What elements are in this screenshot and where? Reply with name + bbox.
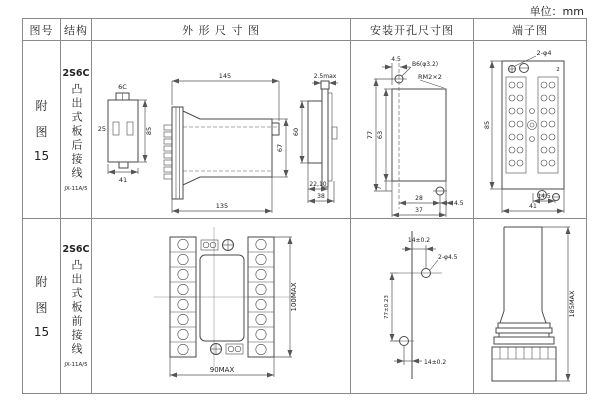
dim-label: 85: [145, 126, 153, 135]
dim-label: 67: [276, 143, 284, 152]
header-fig-no: 图号: [23, 19, 61, 41]
structure-code: 2S6C: [62, 244, 90, 255]
dim-label: 4.5: [454, 199, 464, 207]
unit-label: 单位：mm: [529, 5, 584, 18]
fig-char: 附: [35, 275, 48, 289]
dim-label: 77±0.23: [384, 295, 390, 319]
mounting-drawing-row1: [351, 41, 474, 219]
dim-label: 41: [529, 202, 537, 210]
hole-spec-label: 2-φ4: [536, 48, 552, 57]
structure-text: 凸出式板后接线: [70, 82, 83, 181]
dim-label: 22,10: [309, 180, 327, 188]
dim-label: 6C: [118, 82, 127, 91]
dim-label: 85: [483, 120, 491, 129]
dim-label: 4.5: [391, 55, 401, 63]
fig-no-row2: [23, 219, 61, 393]
outline-view-side: [164, 72, 288, 213]
mounting-view-row2: [352, 221, 472, 391]
structure-row2: [61, 219, 92, 393]
terminal-view-row1: [474, 43, 586, 217]
header-mounting: 安装开孔尺寸图: [351, 19, 474, 41]
terminal-drawing-row1: [474, 41, 586, 219]
fig-number: 15: [33, 148, 50, 163]
dim-label: 90MAX: [209, 366, 235, 374]
dim-label: 63: [376, 130, 384, 139]
dim-label: 7: [376, 185, 383, 190]
header-outline: 外 形 尺 寸 图: [92, 19, 351, 41]
structure-row1: [61, 41, 92, 219]
fig-number: 15: [33, 325, 50, 339]
structure-code: 2S6C: [62, 67, 90, 79]
dim-label: 14.5: [537, 192, 551, 200]
hole-spec-label: B6(φ3.2): [412, 60, 439, 68]
hole-spec-label: 2-φ4.5: [438, 254, 458, 261]
outline-drawing-row2: [92, 219, 351, 393]
dim-label: 14±0.2: [424, 359, 447, 366]
dim-label: 41: [118, 175, 128, 184]
header-structure: 结构: [61, 19, 92, 41]
column-number-label: 2: [556, 66, 560, 73]
outline-view-edge: [292, 73, 338, 203]
dim-label: 2.5max: [313, 72, 337, 80]
terminal-drawing-row2: [474, 219, 586, 393]
fig-char: 图: [35, 124, 48, 139]
dim-label: 185MAX: [568, 290, 576, 318]
dim-label: 60: [292, 127, 300, 136]
terminal-contacts: [509, 82, 555, 166]
fig-char: 附: [35, 98, 48, 113]
mounting-drawing-row2: [351, 219, 474, 393]
dim-label: 28: [415, 194, 423, 202]
dim-label: 38: [317, 192, 325, 200]
terminal-view-row2: [474, 221, 586, 391]
dim-label: 37: [415, 206, 423, 214]
dim-label: 77: [366, 130, 374, 139]
structure-model: JX-11A/5: [64, 362, 88, 368]
outline-drawing-row1: [92, 41, 351, 219]
mounting-view-row1: [352, 43, 472, 217]
dim-label: 14±0.2: [407, 237, 431, 244]
thread-spec-label: RM2×2: [418, 72, 442, 81]
base-pins: [500, 347, 548, 359]
fig-char: 图: [35, 301, 48, 315]
dim-label: 100MAX: [290, 282, 298, 312]
dim-label: 25: [97, 124, 106, 133]
outline-views-row1: [94, 43, 348, 217]
spec-table: [22, 18, 587, 394]
outline-view-rear: [98, 83, 153, 184]
dim-label: 145: [218, 71, 232, 80]
fig-no-row1: [23, 41, 61, 219]
outline-view-front: [94, 221, 348, 391]
header-terminal: 端子图: [474, 19, 586, 41]
dim-label: 135: [215, 201, 229, 210]
structure-model: JX-11A/5: [64, 185, 88, 192]
structure-text: 凸出式板前接线: [70, 259, 83, 357]
